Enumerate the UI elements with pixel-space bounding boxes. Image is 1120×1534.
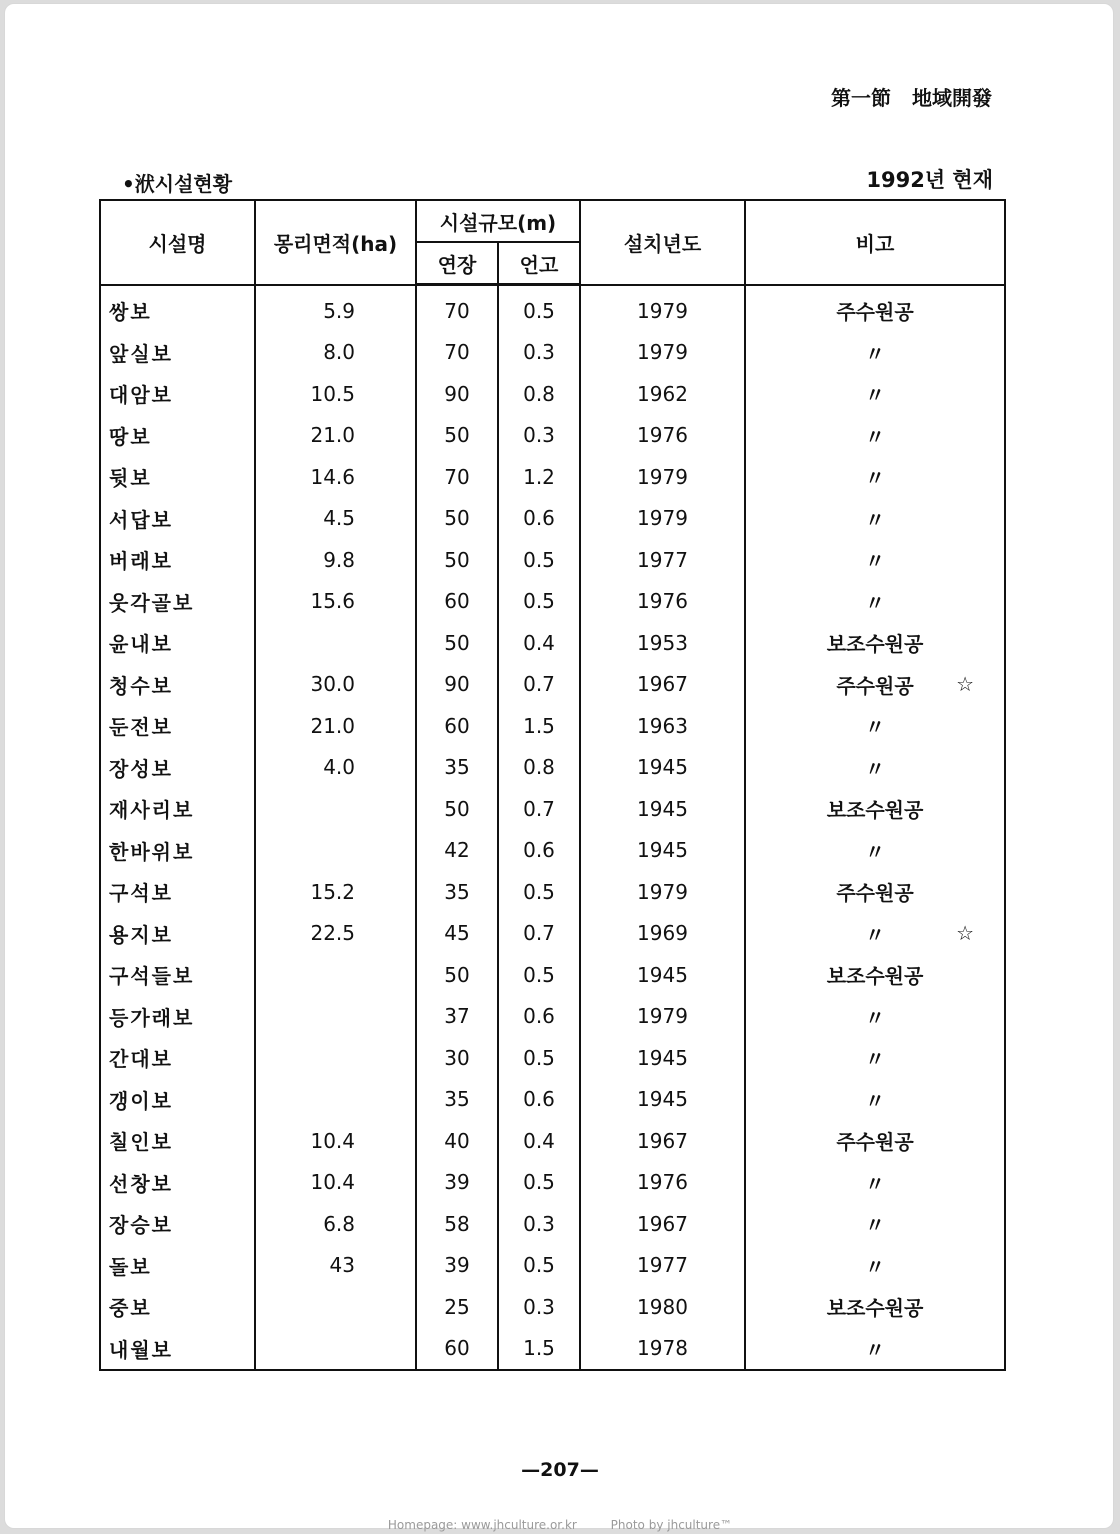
facility-name-cell: 땅보 <box>100 415 255 457</box>
facility-table <box>99 199 1006 1371</box>
remark-cell <box>745 1162 1005 1204</box>
install-year-cell: 1963 <box>580 705 745 747</box>
height-cell: 0.7 <box>498 913 580 955</box>
remark-text: 〃 <box>865 424 885 449</box>
install-year-cell: 1979 <box>580 996 745 1038</box>
remark-text: 〃 <box>865 1254 885 1279</box>
table-row <box>100 456 1005 498</box>
remark-cell <box>745 747 1005 789</box>
facility-name-cell: 재사리보 <box>100 788 255 830</box>
height-cell: 0.5 <box>498 1162 580 1204</box>
remark-text: 〃 <box>865 756 885 781</box>
table-row <box>100 830 1005 872</box>
facility-name-cell: 칠인보 <box>100 1120 255 1162</box>
height-cell: 0.4 <box>498 622 580 664</box>
remark-cell <box>745 415 1005 457</box>
remark-cell <box>745 622 1005 664</box>
table-row <box>100 705 1005 747</box>
remark-cell <box>745 498 1005 540</box>
remark-text: 〃 <box>865 1047 885 1072</box>
table-row <box>100 285 1005 332</box>
irrigated-area-cell <box>255 1037 416 1079</box>
table-row <box>100 539 1005 581</box>
as-of-date: 1992년 현재 <box>866 168 993 192</box>
irrigated-area-cell <box>255 996 416 1038</box>
height-cell: 0.3 <box>498 1203 580 1245</box>
install-year-cell: 1953 <box>580 622 745 664</box>
remark-cell <box>745 1245 1005 1287</box>
irrigated-area-cell <box>255 954 416 996</box>
header-year: 설치년도 <box>580 200 745 285</box>
remark-cell <box>745 373 1005 415</box>
irrigated-area-cell: 15.2 <box>255 871 416 913</box>
irrigated-area-cell: 43 <box>255 1245 416 1287</box>
table-row <box>100 1328 1005 1371</box>
remark-text: 〃 <box>865 383 885 408</box>
install-year-cell: 1945 <box>580 1037 745 1079</box>
table-row <box>100 1079 1005 1121</box>
irrigated-area-cell: 8.0 <box>255 332 416 374</box>
install-year-cell: 1976 <box>580 1162 745 1204</box>
facility-name-cell: 웃각골보 <box>100 581 255 623</box>
header-scale: 시설규모(m) <box>416 200 580 242</box>
facility-name-cell: 서답보 <box>100 498 255 540</box>
height-cell: 0.4 <box>498 1120 580 1162</box>
install-year-cell: 1962 <box>580 373 745 415</box>
length-cell: 70 <box>416 285 498 332</box>
table-row <box>100 1245 1005 1287</box>
remark-text: 보조수원공 <box>826 1296 924 1321</box>
table-row <box>100 1162 1005 1204</box>
length-cell: 58 <box>416 1203 498 1245</box>
irrigated-area-cell <box>255 788 416 830</box>
remark-cell <box>745 1286 1005 1328</box>
install-year-cell: 1945 <box>580 1079 745 1121</box>
height-cell: 0.8 <box>498 747 580 789</box>
install-year-cell: 1978 <box>580 1328 745 1371</box>
facility-name-cell: 쌍보 <box>100 285 255 332</box>
height-cell: 0.5 <box>498 285 580 332</box>
facility-name-cell: 중보 <box>100 1286 255 1328</box>
length-cell: 45 <box>416 913 498 955</box>
remark-cell <box>745 1203 1005 1245</box>
install-year-cell: 1976 <box>580 581 745 623</box>
height-cell: 0.5 <box>498 1245 580 1287</box>
install-year-cell: 1945 <box>580 830 745 872</box>
table-row <box>100 747 1005 789</box>
length-cell: 35 <box>416 871 498 913</box>
remark-cell <box>745 539 1005 581</box>
header-remark: 비고 <box>745 200 1005 285</box>
remark-cell <box>745 954 1005 996</box>
facility-name-cell: 뒷보 <box>100 456 255 498</box>
length-cell: 40 <box>416 1120 498 1162</box>
table-body <box>100 285 1005 1371</box>
star-icon: ☆ <box>956 921 974 946</box>
facility-name-cell: 돌보 <box>100 1245 255 1287</box>
remark-text: 〃 <box>865 715 885 740</box>
irrigated-area-cell: 10.4 <box>255 1120 416 1162</box>
height-cell: 0.3 <box>498 415 580 457</box>
facility-name-cell: 장성보 <box>100 747 255 789</box>
header-name: 시설명 <box>100 200 255 285</box>
height-cell: 0.3 <box>498 1286 580 1328</box>
length-cell: 35 <box>416 1079 498 1121</box>
length-cell: 50 <box>416 788 498 830</box>
facility-name-cell: 앞실보 <box>100 332 255 374</box>
table-row <box>100 415 1005 457</box>
irrigated-area-cell: 6.8 <box>255 1203 416 1245</box>
irrigated-area-cell <box>255 1286 416 1328</box>
length-cell: 50 <box>416 498 498 540</box>
remark-text: 〃 <box>865 590 885 615</box>
table-row <box>100 332 1005 374</box>
facility-name-cell: 구석보 <box>100 871 255 913</box>
header-area: 몽리면적(ha) <box>255 200 416 285</box>
irrigated-area-cell: 4.5 <box>255 498 416 540</box>
table-row <box>100 664 1005 706</box>
remark-text: 〃 <box>865 507 885 532</box>
facility-name-cell: 청수보 <box>100 664 255 706</box>
footer-homepage: Homepage: www.jhculture.or.kr <box>387 1518 577 1532</box>
table-row <box>100 622 1005 664</box>
install-year-cell: 1979 <box>580 285 745 332</box>
length-cell: 90 <box>416 373 498 415</box>
length-cell: 25 <box>416 1286 498 1328</box>
height-cell: 0.6 <box>498 498 580 540</box>
install-year-cell: 1945 <box>580 747 745 789</box>
irrigated-area-cell <box>255 830 416 872</box>
install-year-cell: 1967 <box>580 664 745 706</box>
irrigated-area-cell: 10.5 <box>255 373 416 415</box>
remark-cell <box>745 913 1005 955</box>
table-row <box>100 1203 1005 1245</box>
facility-name-cell: 버래보 <box>100 539 255 581</box>
remark-cell <box>745 581 1005 623</box>
irrigated-area-cell: 4.0 <box>255 747 416 789</box>
table-row <box>100 373 1005 415</box>
facility-name-cell: 윤내보 <box>100 622 255 664</box>
length-cell: 70 <box>416 332 498 374</box>
irrigated-area-cell: 21.0 <box>255 415 416 457</box>
facility-name-cell: 둔전보 <box>100 705 255 747</box>
facility-name-cell: 용지보 <box>100 913 255 955</box>
length-cell: 60 <box>416 581 498 623</box>
remark-text: 보조수원공 <box>826 632 924 657</box>
length-cell: 39 <box>416 1162 498 1204</box>
table-row <box>100 913 1005 955</box>
remark-cell <box>745 285 1005 332</box>
irrigated-area-cell: 30.0 <box>255 664 416 706</box>
remark-cell <box>745 1037 1005 1079</box>
remark-cell <box>745 456 1005 498</box>
height-cell: 1.2 <box>498 456 580 498</box>
irrigated-area-cell: 10.4 <box>255 1162 416 1204</box>
length-cell: 50 <box>416 415 498 457</box>
install-year-cell: 1979 <box>580 498 745 540</box>
length-cell: 37 <box>416 996 498 1038</box>
remark-text: 〃 <box>865 549 885 574</box>
remark-cell <box>745 996 1005 1038</box>
irrigated-area-cell: 21.0 <box>255 705 416 747</box>
remark-cell <box>745 1120 1005 1162</box>
remark-cell <box>745 664 1005 706</box>
chapter-heading: 第一節 地域開發 <box>831 86 992 110</box>
irrigated-area-cell: 14.6 <box>255 456 416 498</box>
remark-text: 〃 <box>865 1213 885 1238</box>
table-row <box>100 1037 1005 1079</box>
table-row <box>100 498 1005 540</box>
install-year-cell: 1980 <box>580 1286 745 1328</box>
length-cell: 42 <box>416 830 498 872</box>
facility-name-cell: 한바위보 <box>100 830 255 872</box>
remark-cell <box>745 871 1005 913</box>
footer <box>5 1518 1115 1532</box>
remark-cell <box>745 830 1005 872</box>
remark-text: 〃 <box>865 839 885 864</box>
install-year-cell: 1979 <box>580 871 745 913</box>
remark-text: 〃 <box>865 341 885 366</box>
remark-text: 주수원공 <box>836 881 914 906</box>
remark-text: 〃 <box>865 466 885 491</box>
install-year-cell: 1977 <box>580 1245 745 1287</box>
remark-text: 주수원공 <box>836 1130 914 1155</box>
length-cell: 60 <box>416 705 498 747</box>
length-cell: 90 <box>416 664 498 706</box>
remark-text: 〃 <box>865 1337 885 1362</box>
table-row <box>100 1120 1005 1162</box>
install-year-cell: 1969 <box>580 913 745 955</box>
irrigated-area-cell <box>255 1328 416 1371</box>
facility-name-cell: 장승보 <box>100 1203 255 1245</box>
section-title: •洑시설현황 <box>122 172 233 196</box>
height-cell: 0.5 <box>498 539 580 581</box>
table-row <box>100 871 1005 913</box>
remark-text: 보조수원공 <box>826 798 924 823</box>
remark-cell <box>745 788 1005 830</box>
length-cell: 60 <box>416 1328 498 1371</box>
length-cell: 39 <box>416 1245 498 1287</box>
table-row <box>100 1286 1005 1328</box>
remark-cell <box>745 705 1005 747</box>
facility-name-cell: 대암보 <box>100 373 255 415</box>
remark-cell <box>745 332 1005 374</box>
facility-name-cell: 간대보 <box>100 1037 255 1079</box>
table-row <box>100 788 1005 830</box>
height-cell: 0.5 <box>498 1037 580 1079</box>
length-cell: 50 <box>416 539 498 581</box>
height-cell: 0.6 <box>498 996 580 1038</box>
remark-text: 〃 <box>865 922 885 947</box>
table-row <box>100 581 1005 623</box>
star-icon: ☆ <box>956 672 974 697</box>
height-cell: 0.6 <box>498 1079 580 1121</box>
height-cell: 0.3 <box>498 332 580 374</box>
install-year-cell: 1979 <box>580 456 745 498</box>
page-number: —207— <box>521 1459 599 1481</box>
header-height: 언고 <box>498 242 580 285</box>
irrigated-area-cell: 22.5 <box>255 913 416 955</box>
height-cell: 0.5 <box>498 581 580 623</box>
facility-name-cell: 구석들보 <box>100 954 255 996</box>
install-year-cell: 1977 <box>580 539 745 581</box>
irrigated-area-cell <box>255 1079 416 1121</box>
install-year-cell: 1976 <box>580 415 745 457</box>
facility-name-cell: 등가래보 <box>100 996 255 1038</box>
irrigated-area-cell: 9.8 <box>255 539 416 581</box>
remark-text: 〃 <box>865 1171 885 1196</box>
facility-name-cell: 선창보 <box>100 1162 255 1204</box>
footer-photo-credit: Photo by jhculture™ <box>610 1518 733 1532</box>
height-cell: 0.7 <box>498 664 580 706</box>
length-cell: 70 <box>416 456 498 498</box>
length-cell: 30 <box>416 1037 498 1079</box>
table-row <box>100 954 1005 996</box>
remark-text: 〃 <box>865 1088 885 1113</box>
remark-cell <box>745 1328 1005 1371</box>
header-length: 연장 <box>416 242 498 285</box>
install-year-cell: 1945 <box>580 954 745 996</box>
height-cell: 1.5 <box>498 1328 580 1371</box>
irrigated-area-cell: 15.6 <box>255 581 416 623</box>
height-cell: 0.5 <box>498 954 580 996</box>
remark-text: 〃 <box>865 1005 885 1030</box>
height-cell: 0.5 <box>498 871 580 913</box>
install-year-cell: 1967 <box>580 1203 745 1245</box>
remark-text: 주수원공 <box>836 673 914 698</box>
facility-table-container <box>99 199 1004 1371</box>
remark-cell <box>745 1079 1005 1121</box>
height-cell: 0.7 <box>498 788 580 830</box>
length-cell: 50 <box>416 622 498 664</box>
table-row <box>100 996 1005 1038</box>
height-cell: 0.8 <box>498 373 580 415</box>
install-year-cell: 1967 <box>580 1120 745 1162</box>
irrigated-area-cell <box>255 622 416 664</box>
length-cell: 50 <box>416 954 498 996</box>
install-year-cell: 1979 <box>580 332 745 374</box>
height-cell: 0.6 <box>498 830 580 872</box>
facility-name-cell: 내월보 <box>100 1328 255 1371</box>
height-cell: 1.5 <box>498 705 580 747</box>
remark-text: 주수원공 <box>836 300 914 324</box>
facility-name-cell: 갱이보 <box>100 1079 255 1121</box>
remark-text: 보조수원공 <box>826 964 924 989</box>
irrigated-area-cell: 5.9 <box>255 285 416 332</box>
length-cell: 35 <box>416 747 498 789</box>
install-year-cell: 1945 <box>580 788 745 830</box>
document-page <box>4 3 1114 1532</box>
